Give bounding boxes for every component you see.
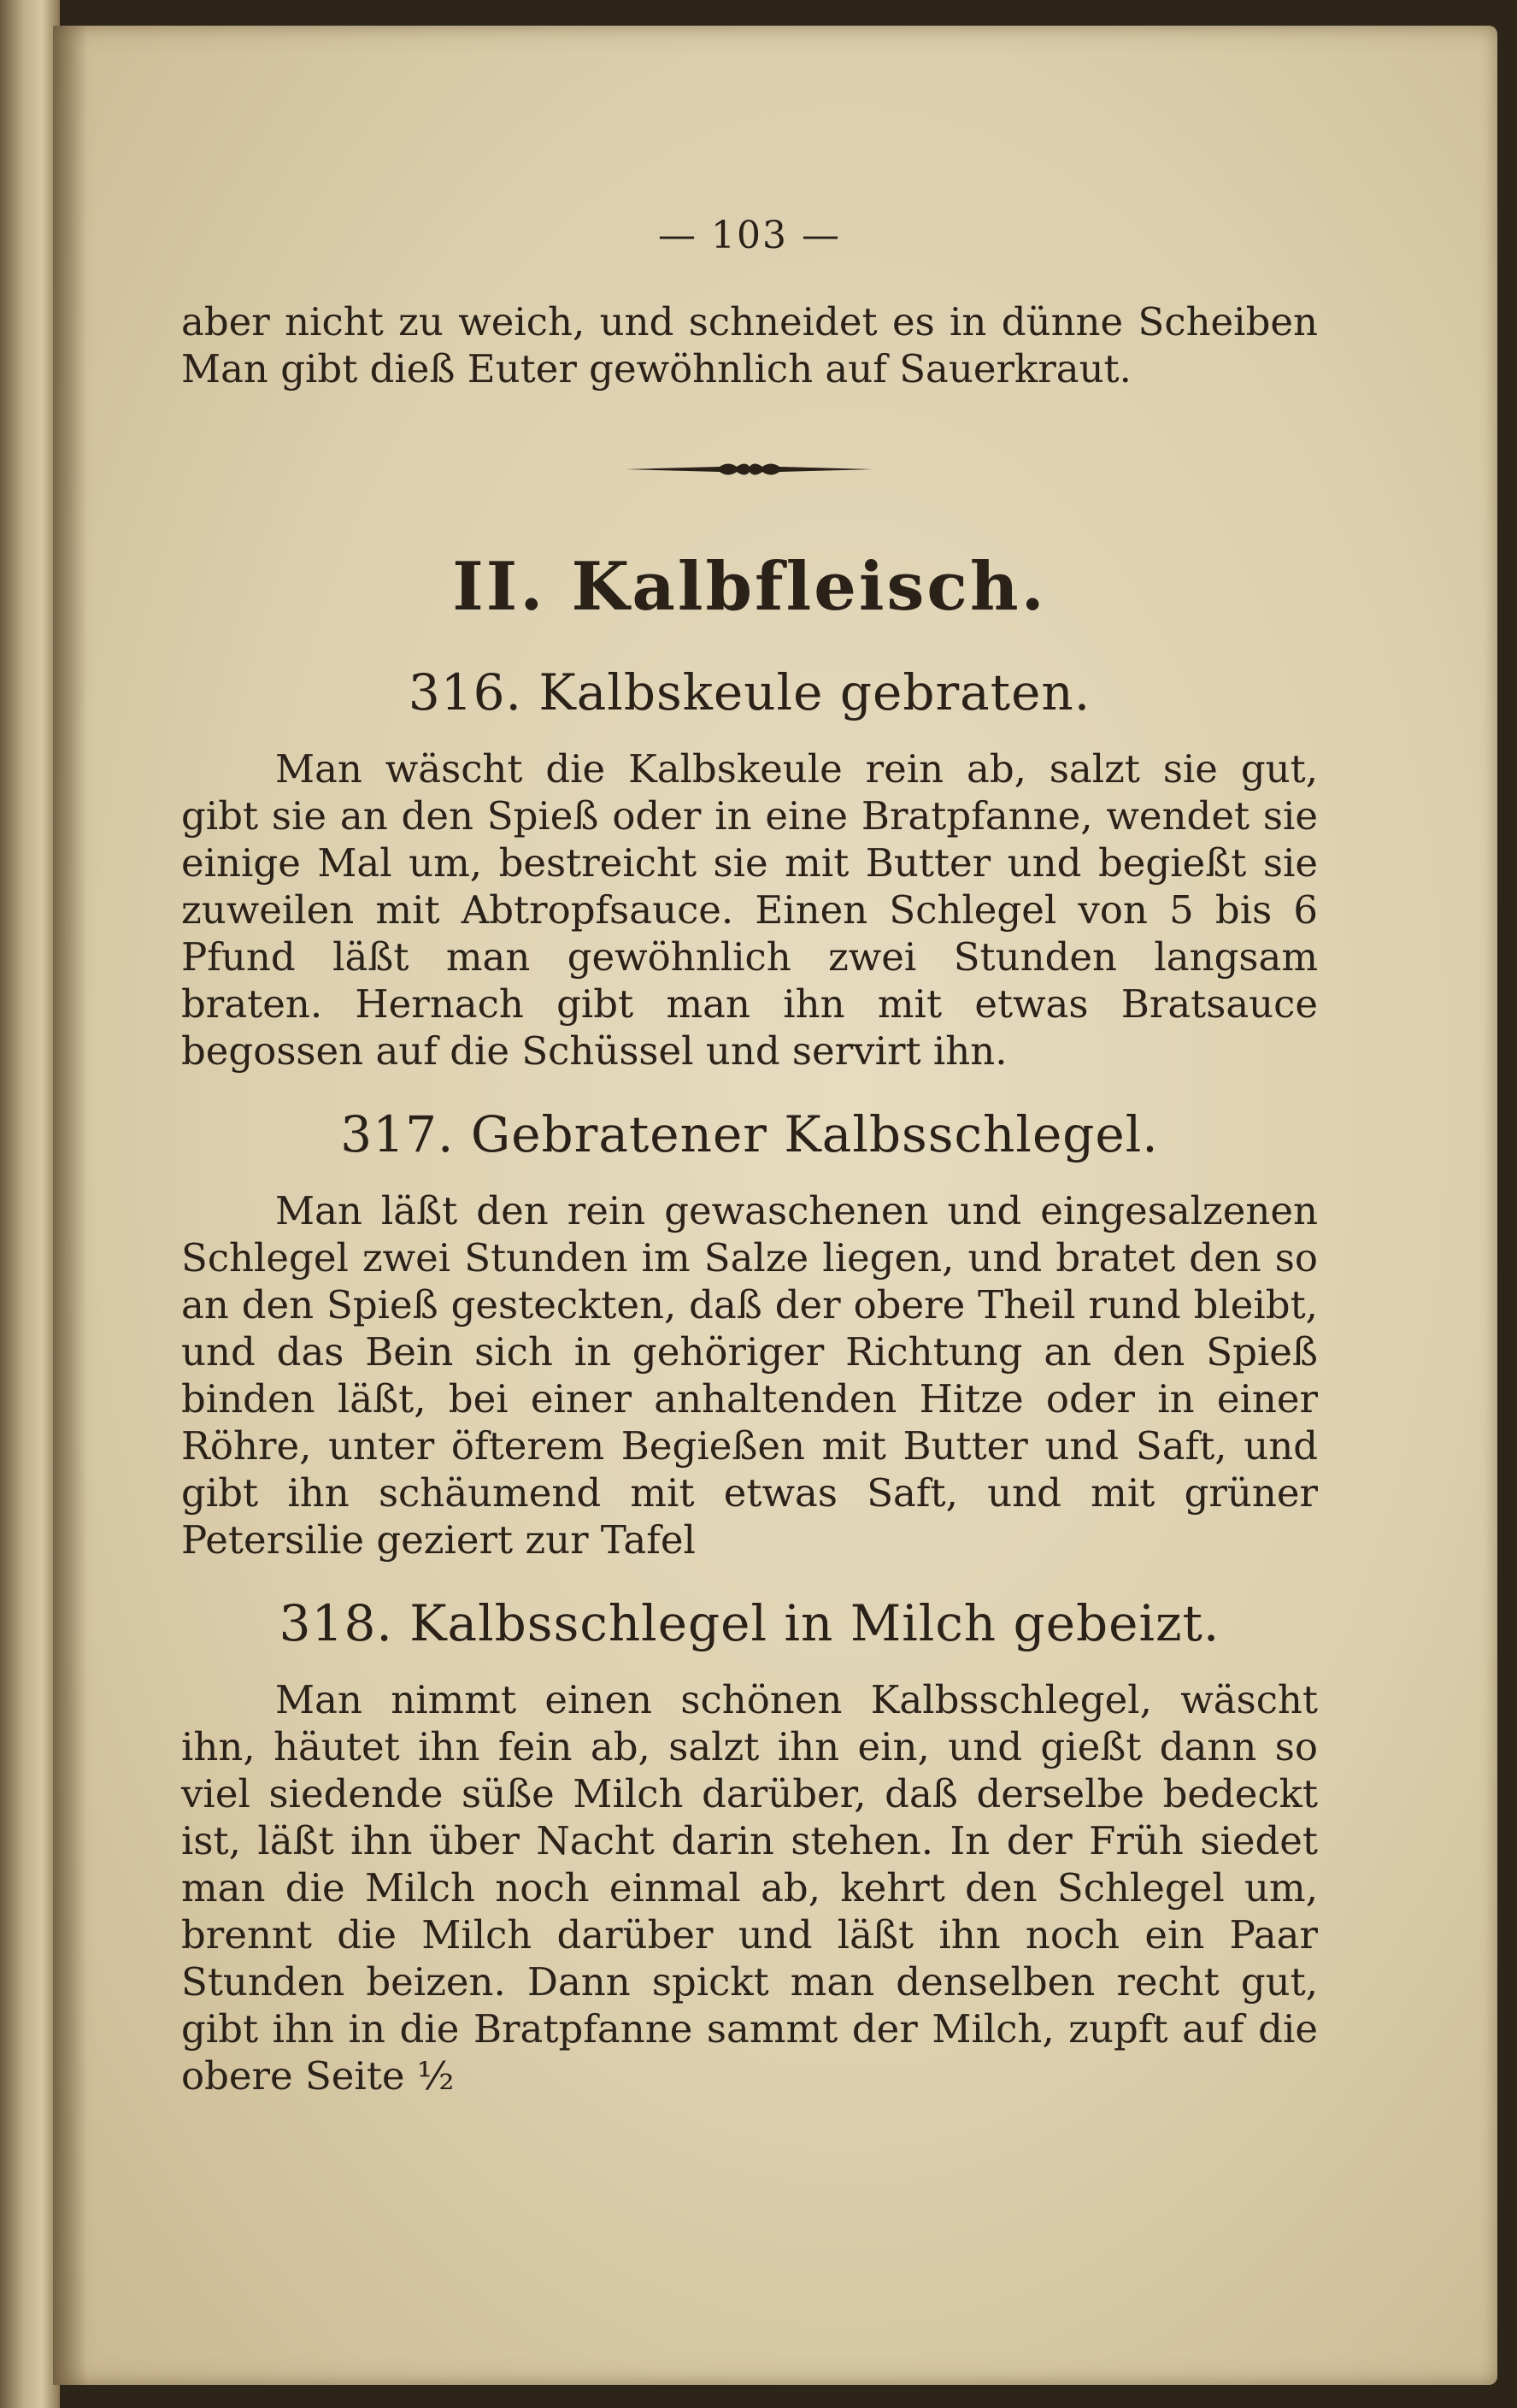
page-content <box>181 214 1318 2099</box>
divider-ornament <box>626 459 873 480</box>
intro-paragraph: aber nicht zu weich, und schneidet es in dünne Scheiben Man gibt dieß Euter gewöhnlich auf Sauerkraut. <box>181 299 1318 392</box>
recipe-title: 317. Gebratener Kalbsschlegel. <box>340 1105 1159 1163</box>
recipe-title: 318. Kalbsschlegel in Milch gebeizt. <box>279 1594 1220 1652</box>
recipe-title: 316. Kalbskeule gebraten. <box>408 663 1091 721</box>
recipe-text: Man nimmt einen schönen Kalbsschlegel, wäscht ihn, häutet ihn fein ab, salzt ihn ein, und gießt dann so viel siedende süße Milch darüber, daß derselbe bedeckt ist, läßt ihn über Nacht darin stehen. In der Früh siedet man die Milch noch einmal ab, kehrt den Schlegel um, brennt die Milch darüber und läßt ihn noch ein Paar Stunden beizen. Dann spickt man denselben recht gut, gibt ihn in die Bratpfanne sammt der Milch, zupft auf die obere Seite ½ <box>181 1677 1318 2099</box>
page-gutter-shadow <box>53 26 87 2385</box>
section-title: II. Kalbfleisch. <box>452 548 1047 626</box>
recipe-text: Man wäscht die Kalbskeule rein ab, salzt sie gut, gibt sie an den Spieß oder in eine Bratpfanne, wendet sie einige Mal um, bestreicht sie mit Butter und begießt sie zuweilen mit Abtropfsauce. Einen Schlegel von 5 bis 6 Pfund läßt man gewöhnlich zwei Stunden langsam braten. Hernach gibt man ihn mit etwas Bratsauce begossen auf die Schüssel und servirt ihn. <box>181 746 1318 1074</box>
recipe-text: Man läßt den rein gewaschenen und eingesalzenen Schlegel zwei Stunden im Salze liegen, und bratet den so an den Spieß gesteckten, daß der obere Theil rund bleibt, und das Bein sich in gehöriger Richtung an den Spieß binden läßt, bei einer anhaltenden Hitze oder in einer Röhre, unter öfterem Begießen mit Butter und Saft, und gibt ihn schäumend mit etwas Saft, und mit grüner Petersilie geziert zur Tafel <box>181 1188 1318 1563</box>
facing-page-edge <box>0 0 60 2408</box>
page-number: — 103 — <box>658 214 841 257</box>
